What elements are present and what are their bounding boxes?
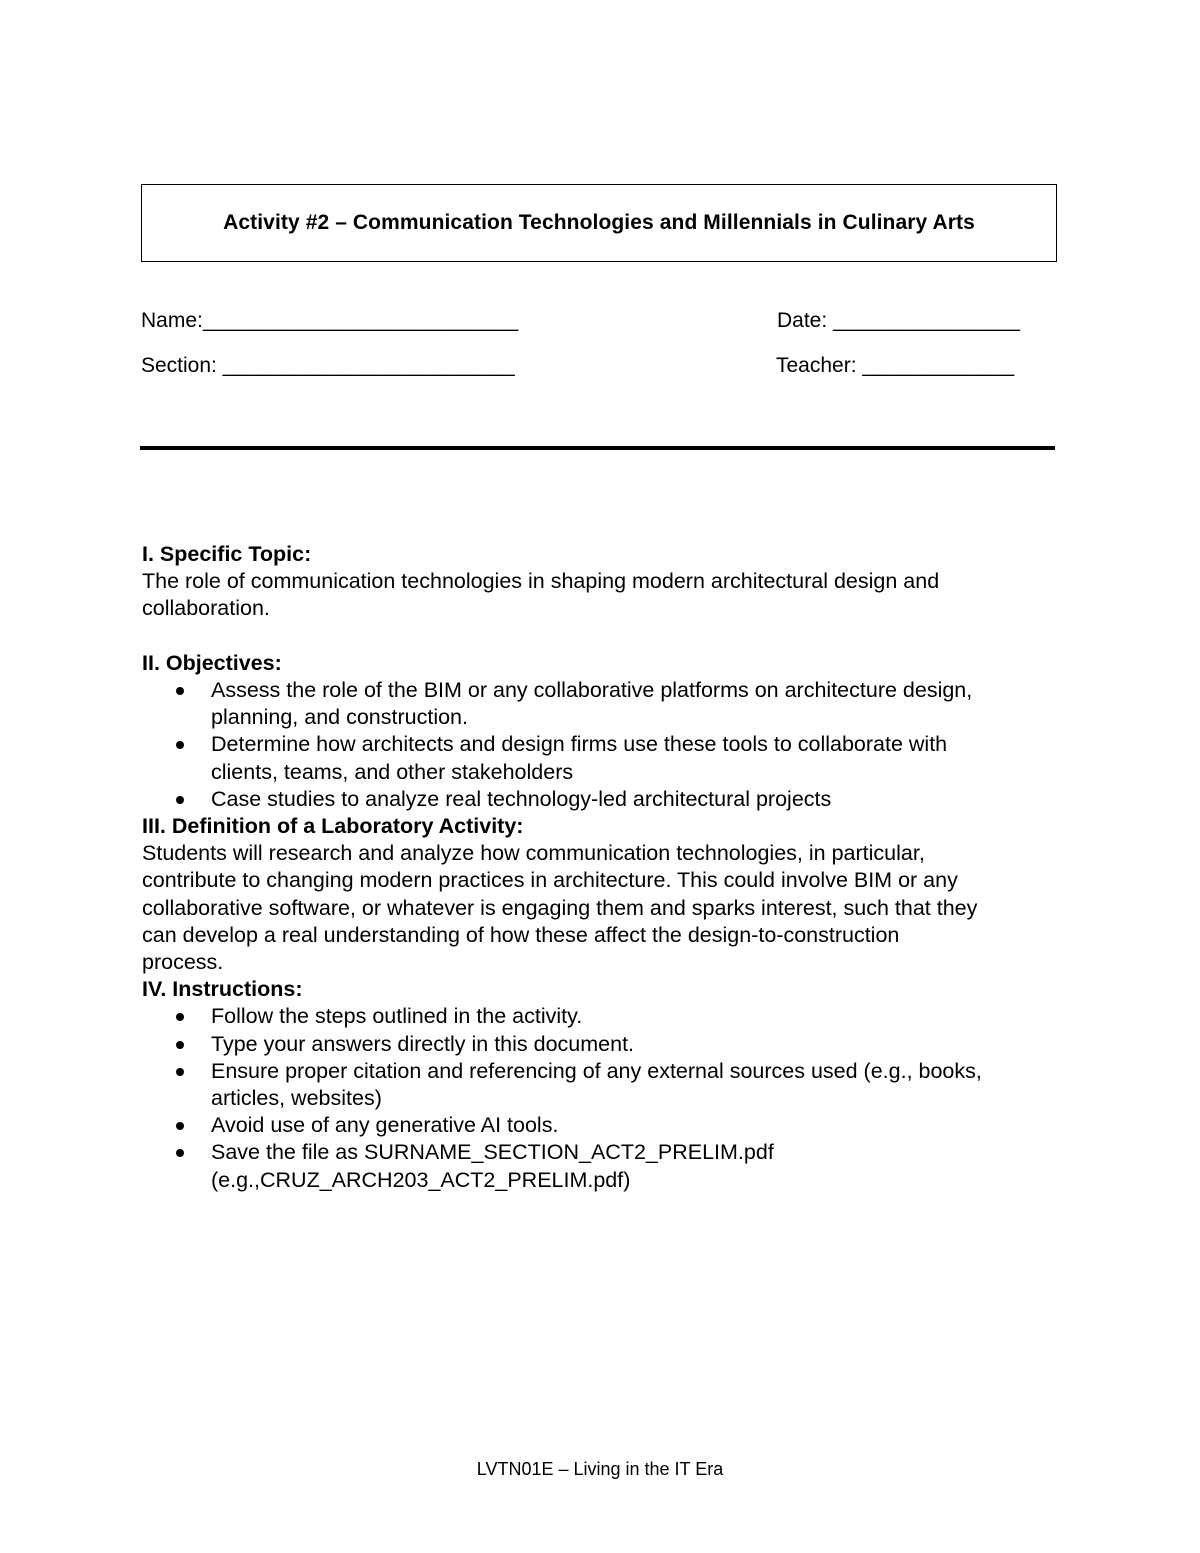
list-item-text: Follow the steps outlined in the activity. bbox=[211, 1004, 583, 1029]
page-title: Activity #2 – Communication Technologies and Millennials in Culinary Arts bbox=[223, 211, 975, 234]
list-item-text: Assess the role of the BIM or any collaborative platforms on architecture design, bbox=[211, 678, 973, 702]
bullet-icon bbox=[176, 1013, 184, 1021]
document-body bbox=[142, 541, 1072, 1194]
name-field[interactable]: Name:___________________________ bbox=[141, 309, 519, 332]
list-item bbox=[142, 1003, 1072, 1030]
specific-topic-text: The role of communication technologies in shaping modern architectural design and bbox=[142, 569, 940, 594]
teacher-field[interactable]: Teacher: _____________ bbox=[776, 354, 1015, 377]
list-item-text: Determine how architects and design firms use these tools to collaborate with bbox=[211, 732, 948, 757]
instructions-heading: IV. Instructions: bbox=[142, 977, 303, 1002]
list-item-text: Save the file as SURNAME_SECTION_ACT2_PRELIM.pdf bbox=[211, 1140, 774, 1165]
list-item bbox=[142, 786, 1072, 813]
objectives-heading: II. Objectives: bbox=[142, 650, 282, 675]
bullet-icon bbox=[176, 1041, 184, 1049]
specific-topic-text: collaboration. bbox=[142, 596, 270, 621]
list-item bbox=[142, 677, 1072, 731]
list-item bbox=[142, 1139, 1072, 1193]
list-item bbox=[142, 1058, 1072, 1112]
list-item-text: articles, websites) bbox=[211, 1086, 382, 1111]
list-item-text: planning, and construction. bbox=[211, 705, 468, 730]
list-item-text: Avoid use of any generative AI tools. bbox=[211, 1113, 559, 1138]
list-item-text: Ensure proper citation and referencing of any external sources used (e.g., books, bbox=[211, 1058, 982, 1083]
list-item-text: clients, teams, and other stakeholders bbox=[211, 759, 574, 784]
page-footer: LVTN01E – Living in the IT Era bbox=[476, 1459, 724, 1479]
list-item bbox=[142, 731, 1072, 785]
definition-text: can develop a real understanding of how these affect the design-to-construction bbox=[142, 922, 900, 947]
list-item bbox=[142, 1031, 1072, 1058]
definition-text: collaborative software, or whatever is engaging them and sparks interest, such that they bbox=[142, 895, 978, 920]
title-box bbox=[141, 184, 1057, 262]
list-item-text: Case studies to analyze real technology-led architectural projects bbox=[211, 786, 832, 811]
bullet-icon bbox=[176, 1068, 184, 1076]
list-item-text: Type your answers directly in this document. bbox=[211, 1031, 635, 1056]
instructions-list bbox=[142, 1003, 1072, 1193]
objectives-list bbox=[142, 677, 1072, 813]
bullet-icon bbox=[176, 796, 184, 804]
section-field[interactable]: Section: _________________________ bbox=[141, 354, 515, 377]
bullet-icon bbox=[176, 741, 184, 749]
spacer bbox=[142, 623, 1072, 650]
bullet-icon bbox=[176, 1122, 184, 1130]
definition-text: Students will research and analyze how communication technologies, in particular, bbox=[142, 841, 925, 866]
definition-text: contribute to changing modern practices in architecture. This could involve BIM or any bbox=[142, 868, 958, 893]
list-item-text: (e.g.,CRUZ_ARCH203_ACT2_PRELIM.pdf) bbox=[211, 1167, 631, 1192]
horizontal-divider bbox=[140, 446, 1055, 450]
date-field[interactable]: Date: ________________ bbox=[777, 309, 1020, 332]
definition-text: process. bbox=[142, 950, 224, 975]
specific-topic-heading: I. Specific Topic: bbox=[142, 542, 312, 566]
bullet-icon bbox=[176, 1149, 184, 1157]
definition-heading: III. Definition of a Laboratory Activity: bbox=[142, 814, 524, 839]
list-item bbox=[142, 1112, 1072, 1139]
bullet-icon bbox=[176, 687, 184, 695]
